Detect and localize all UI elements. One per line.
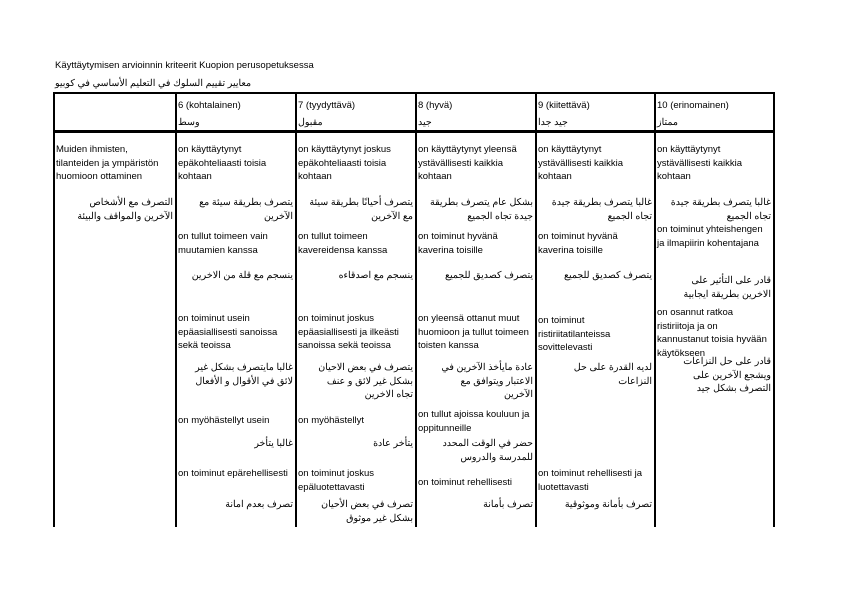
grade-label: 8 (hyvä) (418, 100, 453, 111)
criterion-text-arabic: يتصرف أحيانًا بطريقة سيئة مع الآخرين (309, 197, 413, 222)
criterion-text: on toiminut hyvänä kaverina toisille (538, 231, 618, 256)
criterion-text: on toiminut joskus epäluotettavasti (298, 468, 375, 493)
column-header (298, 97, 402, 131)
criterion-text: on myöhästellyt (298, 415, 365, 426)
criterion-text-arabic: ينسجم مع اصدقاءه (338, 270, 413, 281)
criterion-text-arabic: تصرف في بعض الأحيان بشكل غير موثوق (321, 499, 413, 524)
criterion-text-arabic: يتصرف بطريقة سيئة مع الآخرين (199, 197, 293, 222)
criterion-text-arabic: عادة مايأخذ الآخرين في الاعتبار ويتوافق مع الآخرين (441, 362, 533, 400)
grade-label: 6 (kohtalainen) (178, 100, 241, 111)
criterion-text-arabic: يتصرف كصديق للجميع (444, 270, 533, 281)
criterion-text-arabic: تصرف بعدم امانة (225, 499, 293, 510)
table-column-border (53, 92, 55, 527)
criterion-text: on toiminut joskus epäasiallisesti ja ilkeästi sanoissa sekä teoissa (298, 313, 399, 351)
criterion-text: on toiminut yhteishengen ja ilmapiirin kohentajana (657, 224, 763, 249)
criterion-text: on toiminut ristiriitatilanteissa sovittelevasti (538, 315, 611, 353)
criterion-text-arabic: قادر على حل النزاعات ويشجع الآخرين على التصرف بشكل جيد (683, 356, 771, 394)
criterion-text: on toiminut rehellisesti ja luotettavasti (538, 468, 643, 493)
criterion-text: on toiminut rehellisesti (418, 477, 512, 488)
criterion-text: on tullut toimeen vain muutamien kanssa (178, 231, 268, 256)
criterion-text: on toiminut epärehellisesti (178, 468, 288, 479)
table-column-border (535, 92, 537, 527)
criterion-text-arabic: غالبا يتصرف بطريقة جيدة تجاه الجميع (551, 197, 652, 222)
criterion-text: on myöhästellyt usein (178, 415, 270, 426)
criterion-text-arabic: قادر على التأثير على الاخرين بطريقة ايجابية (683, 275, 771, 300)
table-column-border (415, 92, 417, 527)
grade-label: 10 (erinomainen) (657, 100, 729, 111)
criterion-text-arabic: غالبا يتأخر (254, 438, 293, 449)
grade-label-arabic: ممتاز (657, 117, 678, 128)
criterion-text: on tullut toimeen kavereidensa kanssa (298, 231, 388, 256)
criterion-text-arabic: تصرف بأمانة وموثوقية (564, 499, 652, 510)
criterion-text-arabic: غالبا يتصرف بطريقة جيدة تجاه الجميع (670, 197, 771, 222)
criterion-text: on käyttäytynyt joskus epäkohteliaasti toisia kohtaan (298, 144, 391, 182)
column-header (538, 97, 642, 131)
criterion-text: on käyttäytynyt ystävällisesti kaikkia kohtaan (657, 144, 742, 182)
table-column-border (654, 92, 656, 527)
criterion-text: on toiminut usein epäasiallisesti sanoissa sekä teoissa (178, 313, 278, 351)
criterion-text: Muiden ihmisten, tilanteiden ja ympäristön huomioon ottaminen (56, 144, 159, 182)
column-header (657, 97, 761, 131)
criterion-text-arabic: يتأخر عادة (373, 438, 413, 449)
criterion-text-arabic: يتصرف في بعض الاحيان بشكل غير لائق و عنف تجاه الاخرين (318, 362, 413, 400)
criterion-text-arabic: التصرف مع الأشخاص الآخرين والمواقف والبيئة (77, 197, 173, 222)
criterion-text: on käyttäytynyt epäkohteliaasti toisia kohtaan (178, 144, 267, 182)
criterion-text: on käyttäytynyt ystävällisesti kaikkia kohtaan (538, 144, 623, 182)
document-title: Käyttäytymisen arvioinnin kriteerit Kuopion perusopetuksessa (55, 60, 314, 71)
criterion-text-arabic: لديه القدرة على حل النزاعات (573, 362, 652, 387)
criterion-text-arabic: حضر في الوقت المحدد للمدرسة والدروس (442, 438, 533, 463)
criterion-text-arabic: غالبا مايتصرف بشكل غير لائق في الأقوال و الأفعال (195, 362, 293, 387)
table-row-border (53, 92, 775, 94)
column-header (418, 97, 522, 131)
criterion-text: on tullut ajoissa kouluun ja oppitunneille (418, 409, 530, 434)
grade-label: 9 (kiitettävä) (538, 100, 590, 111)
grade-label: 7 (tyydyttävä) (298, 100, 356, 111)
criterion-text-arabic: تصرف بأمانة (483, 499, 533, 510)
grade-label-arabic: وسط (178, 117, 200, 128)
grade-label-arabic: مقبول (298, 117, 323, 128)
table-column-border (773, 92, 775, 527)
document-title-arabic: معايير تقييم السلوك في التعليم الأساسي في كوبيو (55, 78, 252, 89)
column-header (178, 97, 282, 131)
table-column-border (295, 92, 297, 527)
criterion-text: on osannut ratkoa ristiriitoja ja on kannustanut toisia hyvään käytökseen (657, 307, 767, 359)
criterion-text: on toiminut hyvänä kaverina toisille (418, 231, 498, 256)
grade-label-arabic: جيد جدا (538, 117, 568, 128)
table-column-border (175, 92, 177, 527)
criterion-text: on yleensä ottanut muut huomioon ja tullut toimeen toisten kanssa (418, 313, 529, 351)
criterion-text-arabic: ينسجم مع قلة من الاخرين (191, 270, 293, 281)
grade-label-arabic: جيد (418, 117, 432, 128)
criterion-text: on käyttäytynyt yleensä ystävällisesti kaikkia kohtaan (418, 144, 517, 182)
criterion-text-arabic: يتصرف كصديق للجميع (563, 270, 652, 281)
criterion-text-arabic: بشكل عام يتصرف بطريقة جيدة تجاه الجميع (430, 197, 533, 222)
